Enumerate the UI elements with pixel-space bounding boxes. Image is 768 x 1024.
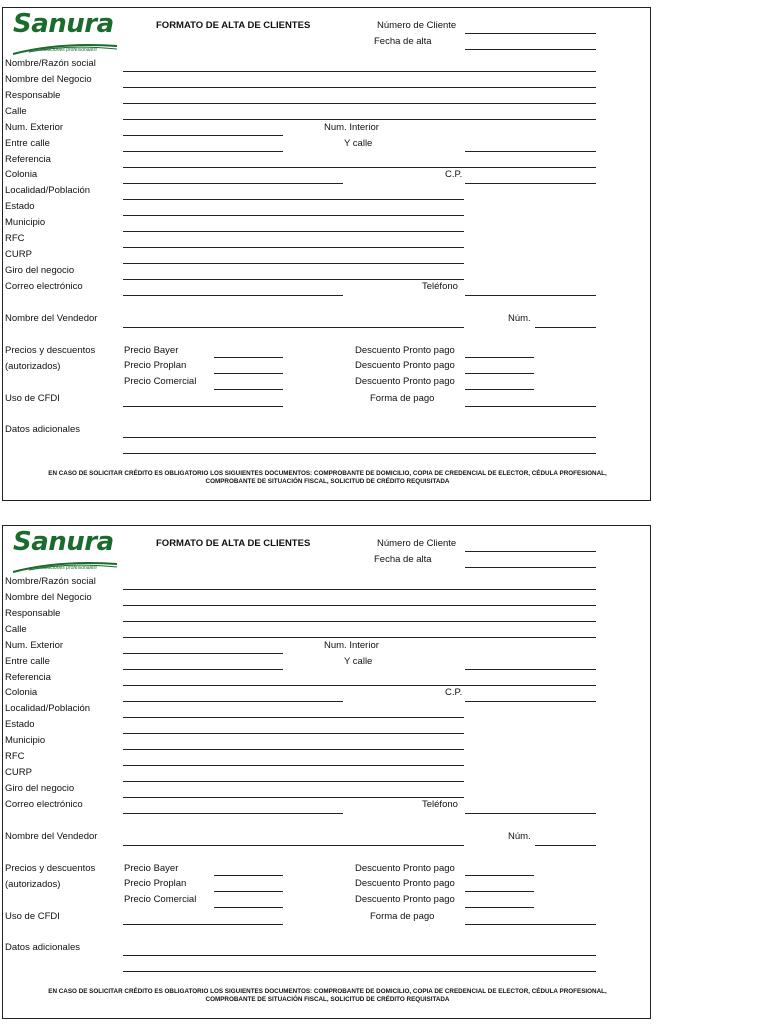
field-giro[interactable]	[123, 797, 464, 798]
field-nombre-razon[interactable]	[123, 589, 596, 590]
label-precio-comercial: Precio Comercial	[124, 894, 197, 905]
field-descuento-1[interactable]	[465, 357, 534, 358]
field-municipio[interactable]	[123, 231, 464, 232]
field-nombre-negocio[interactable]	[123, 87, 596, 88]
logo-wordmark: Sanura	[13, 9, 114, 39]
label-num-exterior: Num. Exterior	[5, 122, 64, 133]
label-datos-adicionales: Datos adicionales	[5, 942, 80, 953]
field-num[interactable]	[535, 327, 596, 328]
field-precio-comercial[interactable]	[214, 907, 283, 908]
credit-note	[3, 988, 652, 1004]
field-descuento-2[interactable]	[465, 891, 534, 892]
field-precio-proplan[interactable]	[214, 891, 283, 892]
field-numero-cliente[interactable]	[465, 33, 596, 34]
field-y-calle[interactable]	[465, 151, 596, 152]
field-num-exterior[interactable]	[123, 135, 283, 136]
field-rfc[interactable]	[123, 247, 464, 248]
label-entre-calle: Entre calle	[5, 138, 50, 149]
label-num-interior: Num. Interior	[324, 122, 379, 133]
credit-note-line-1: EN CASO DE SOLICITAR CRÉDITO ES OBLIGATORIO LOS SIGUIENTES DOCUMENTOS: COMPROBANTE DE DOMICILIO, COPIA DE CREDENCIAL DE ELECTOR, CÉDULA PROFESIONAL,	[48, 988, 607, 995]
label-forma-pago: Forma de pago	[370, 911, 435, 922]
logo-tagline: ...soluciones profesionales!	[37, 47, 98, 53]
label-datos-adicionales: Datos adicionales	[5, 424, 80, 435]
field-colonia[interactable]	[123, 701, 343, 702]
label-localidad: Localidad/Población	[5, 703, 91, 714]
field-descuento-3[interactable]	[465, 907, 534, 908]
label-colonia: Colonia	[5, 687, 38, 698]
credit-note-line-2: COMPROBANTE DE SITUACIÓN FISCAL, SOLICITUD DE CRÉDITO REQUISITADA	[205, 478, 450, 485]
field-vendedor[interactable]	[123, 845, 464, 846]
label-colonia: Colonia	[5, 169, 38, 180]
label-numero-cliente: Número de Cliente	[377, 20, 457, 31]
label-referencia: Referencia	[5, 154, 51, 165]
field-datos-adicionales-2[interactable]	[123, 971, 596, 972]
credit-note-line-1: EN CASO DE SOLICITAR CRÉDITO ES OBLIGATORIO LOS SIGUIENTES DOCUMENTOS: COMPROBANTE DE DOMICILIO, COPIA DE CREDENCIAL DE ELECTOR, CÉDULA PROFESIONAL,	[48, 470, 607, 477]
field-uso-cfdi[interactable]	[123, 406, 283, 407]
label-descuento-2: Descuento Pronto pago	[355, 360, 455, 371]
form-title: FORMATO DE ALTA DE CLIENTES	[156, 20, 311, 31]
label-y-calle: Y calle	[344, 656, 373, 667]
label-curp: CURP	[5, 249, 32, 260]
label-vendedor: Nombre del Vendedor	[5, 313, 98, 324]
label-telefono: Teléfono	[422, 281, 458, 292]
label-localidad: Localidad/Población	[5, 185, 91, 196]
label-telefono: Teléfono	[422, 799, 458, 810]
label-estado: Estado	[5, 719, 35, 730]
field-telefono[interactable]	[465, 295, 596, 296]
label-rfc: RFC	[5, 233, 25, 244]
field-datos-adicionales-1[interactable]	[123, 437, 596, 438]
label-responsable: Responsable	[5, 608, 61, 619]
field-entre-calle[interactable]	[123, 151, 283, 152]
field-estado[interactable]	[123, 215, 464, 216]
field-precio-comercial[interactable]	[214, 389, 283, 390]
field-num[interactable]	[535, 845, 596, 846]
label-municipio: Municipio	[5, 217, 46, 228]
label-num: Núm.	[508, 313, 531, 324]
label-precio-proplan: Precio Proplan	[124, 878, 187, 889]
label-precio-comercial: Precio Comercial	[124, 376, 197, 387]
label-fecha-alta: Fecha de alta	[374, 554, 432, 565]
field-referencia[interactable]	[123, 685, 596, 686]
label-nombre-razon: Nombre/Razón social	[5, 58, 96, 69]
label-responsable: Responsable	[5, 90, 61, 101]
field-correo[interactable]	[123, 295, 343, 296]
field-curp[interactable]	[123, 781, 464, 782]
field-localidad[interactable]	[123, 717, 464, 718]
label-giro: Giro del negocio	[5, 783, 75, 794]
label-giro: Giro del negocio	[5, 265, 75, 276]
label-descuento-1: Descuento Pronto pago	[355, 863, 455, 874]
field-precio-proplan[interactable]	[214, 373, 283, 374]
field-entre-calle[interactable]	[123, 669, 283, 670]
label-municipio: Municipio	[5, 735, 46, 746]
label-uso-cfdi: Uso de CFDI	[5, 911, 60, 922]
field-nombre-razon[interactable]	[123, 71, 596, 72]
sanura-logo	[7, 527, 119, 576]
field-descuento-3[interactable]	[465, 389, 534, 390]
field-cp[interactable]	[465, 701, 596, 702]
label-correo: Correo electrónico	[5, 799, 83, 810]
credit-note-line-2: COMPROBANTE DE SITUACIÓN FISCAL, SOLICITUD DE CRÉDITO REQUISITADA	[205, 996, 450, 1003]
field-telefono[interactable]	[465, 813, 596, 814]
field-datos-adicionales-2[interactable]	[123, 453, 596, 454]
label-precio-proplan: Precio Proplan	[124, 360, 187, 371]
label-uso-cfdi: Uso de CFDI	[5, 393, 60, 404]
label-calle: Calle	[5, 624, 27, 635]
field-numero-cliente[interactable]	[465, 551, 596, 552]
label-cp: C.P.	[445, 687, 463, 698]
field-estado[interactable]	[123, 733, 464, 734]
field-fecha-alta[interactable]	[465, 49, 596, 50]
field-precio-bayer[interactable]	[214, 875, 283, 876]
field-forma-pago[interactable]	[465, 406, 596, 407]
label-rfc: RFC	[5, 751, 25, 762]
field-precio-bayer[interactable]	[214, 357, 283, 358]
field-y-calle[interactable]	[465, 669, 596, 670]
label-numero-cliente: Número de Cliente	[377, 538, 457, 549]
field-fecha-alta[interactable]	[465, 567, 596, 568]
label-autorizados: (autorizados)	[5, 361, 61, 372]
label-precios: Precios y descuentos	[5, 345, 96, 356]
label-precio-bayer: Precio Bayer	[124, 863, 179, 874]
field-rfc[interactable]	[123, 765, 464, 766]
label-cp: C.P.	[445, 169, 463, 180]
label-nombre-razon: Nombre/Razón social	[5, 576, 96, 587]
field-cp[interactable]	[465, 183, 596, 184]
label-num-interior: Num. Interior	[324, 640, 379, 651]
field-uso-cfdi[interactable]	[123, 924, 283, 925]
label-autorizados: (autorizados)	[5, 879, 61, 890]
field-correo[interactable]	[123, 813, 343, 814]
field-nombre-negocio[interactable]	[123, 605, 596, 606]
label-curp: CURP	[5, 767, 32, 778]
field-localidad[interactable]	[123, 199, 464, 200]
label-forma-pago: Forma de pago	[370, 393, 435, 404]
field-calle[interactable]	[123, 119, 596, 120]
label-calle: Calle	[5, 106, 27, 117]
logo-tagline: ...soluciones profesionales!	[37, 565, 98, 571]
label-y-calle: Y calle	[344, 138, 373, 149]
label-num: Núm.	[508, 831, 531, 842]
logo-wordmark: Sanura	[13, 527, 114, 557]
label-estado: Estado	[5, 201, 35, 212]
label-precios: Precios y descuentos	[5, 863, 96, 874]
label-precio-bayer: Precio Bayer	[124, 345, 179, 356]
label-nombre-negocio: Nombre del Negocio	[5, 592, 92, 603]
label-fecha-alta: Fecha de alta	[374, 36, 432, 47]
client-form-sheet-2	[2, 525, 651, 1019]
field-responsable[interactable]	[123, 621, 596, 622]
field-calle[interactable]	[123, 637, 596, 638]
client-form-sheet-1	[2, 7, 651, 501]
field-datos-adicionales-1[interactable]	[123, 955, 596, 956]
label-vendedor: Nombre del Vendedor	[5, 831, 98, 842]
field-num-exterior[interactable]	[123, 653, 283, 654]
credit-note	[3, 470, 652, 486]
field-curp[interactable]	[123, 263, 464, 264]
label-correo: Correo electrónico	[5, 281, 83, 292]
label-entre-calle: Entre calle	[5, 656, 50, 667]
field-colonia[interactable]	[123, 183, 343, 184]
field-referencia[interactable]	[123, 167, 596, 168]
field-descuento-1[interactable]	[465, 875, 534, 876]
label-descuento-3: Descuento Pronto pago	[355, 894, 455, 905]
field-vendedor[interactable]	[123, 327, 464, 328]
sanura-logo	[7, 9, 119, 58]
label-descuento-3: Descuento Pronto pago	[355, 376, 455, 387]
form-title: FORMATO DE ALTA DE CLIENTES	[156, 538, 311, 549]
field-descuento-2[interactable]	[465, 373, 534, 374]
field-responsable[interactable]	[123, 103, 596, 104]
label-descuento-2: Descuento Pronto pago	[355, 878, 455, 889]
label-descuento-1: Descuento Pronto pago	[355, 345, 455, 356]
label-referencia: Referencia	[5, 672, 51, 683]
label-nombre-negocio: Nombre del Negocio	[5, 74, 92, 85]
field-municipio[interactable]	[123, 749, 464, 750]
label-num-exterior: Num. Exterior	[5, 640, 64, 651]
field-giro[interactable]	[123, 279, 464, 280]
field-forma-pago[interactable]	[465, 924, 596, 925]
